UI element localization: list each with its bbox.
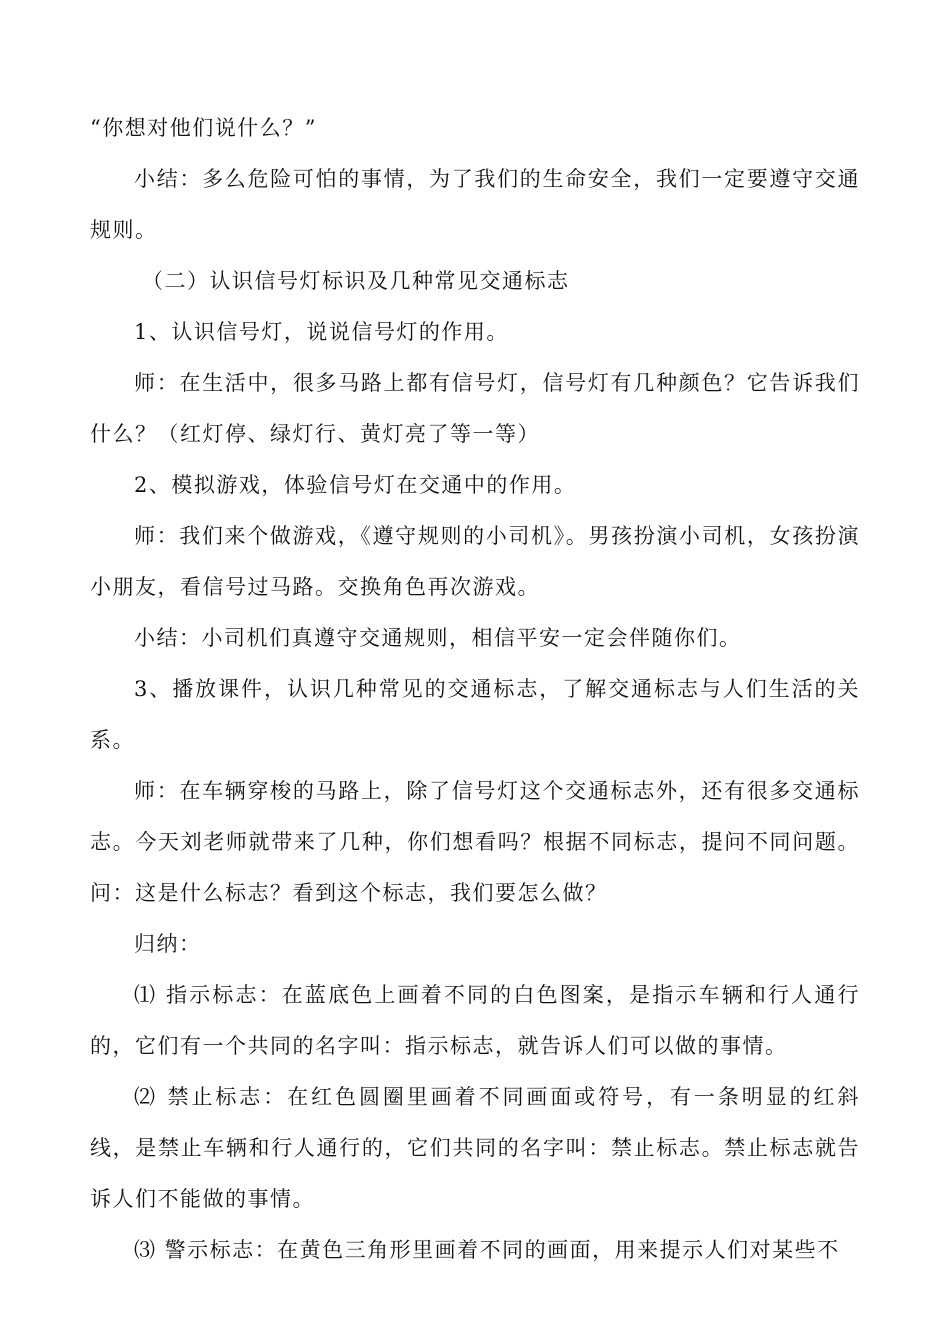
paragraph-quote: “你想对他们说什么？”: [90, 116, 317, 140]
paragraph-conclusion-label: 归纳：: [134, 932, 202, 956]
paragraph-sign-instruction: ⑴ 指示标志：在蓝底色上画着不同的白色图案，是指示车辆和行人通行的，它们有一个共同的名字叫：指示标志，就告诉人们可以做的事情。: [90, 983, 860, 1058]
document-body: [90, 103, 860, 1276]
paragraph-teacher-1: 师：在生活中，很多马路上都有信号灯，信号灯有几种颜色？它告诉我们什么？（红灯停、绿灯行、黄灯亮了等一等）: [90, 371, 860, 446]
paragraph-summary-1: 小结：多么危险可怕的事情，为了我们的生命安全，我们一定要遵守交通规则。: [90, 167, 860, 242]
paragraph-summary-2: 小结：小司机们真遵守交通规则，相信平安一定会伴随你们。: [134, 626, 742, 650]
section-heading-2: （二）认识信号灯标识及几种常见交通标志: [142, 269, 570, 293]
paragraph-teacher-3: 师：在车辆穿梭的马路上，除了信号灯这个交通标志外，还有很多交通标志。今天刘老师就带来了几种，你们想看吗？根据不同标志，提问不同问题。问：这是什么标志？看到这个标志，我们要怎么做？: [90, 779, 860, 905]
paragraph-step-2: 2、模拟游戏，体验信号灯在交通中的作用。: [134, 473, 577, 497]
paragraph-sign-prohibition: ⑵ 禁止标志：在红色圆圈里画着不同画面或符号，有一条明显的红斜线，是禁止车辆和行人通行的，它们共同的名字叫：禁止标志。禁止标志就告诉人们不能做的事情。: [90, 1085, 860, 1211]
paragraph-step-1: 1、认识信号灯，说说信号灯的作用。: [134, 320, 509, 344]
paragraph-step-3: 3、播放课件，认识几种常见的交通标志，了解交通标志与人们生活的关系。: [90, 677, 860, 752]
paragraph-sign-warning: ⑶ 警示标志：在黄色三角形里画着不同的画面，用来提示人们对某些不: [134, 1238, 840, 1262]
paragraph-teacher-2: 师：我们来个做游戏，《遵守规则的小司机》。男孩扮演小司机，女孩扮演小朋友，看信号过马路。交换角色再次游戏。: [90, 524, 860, 599]
